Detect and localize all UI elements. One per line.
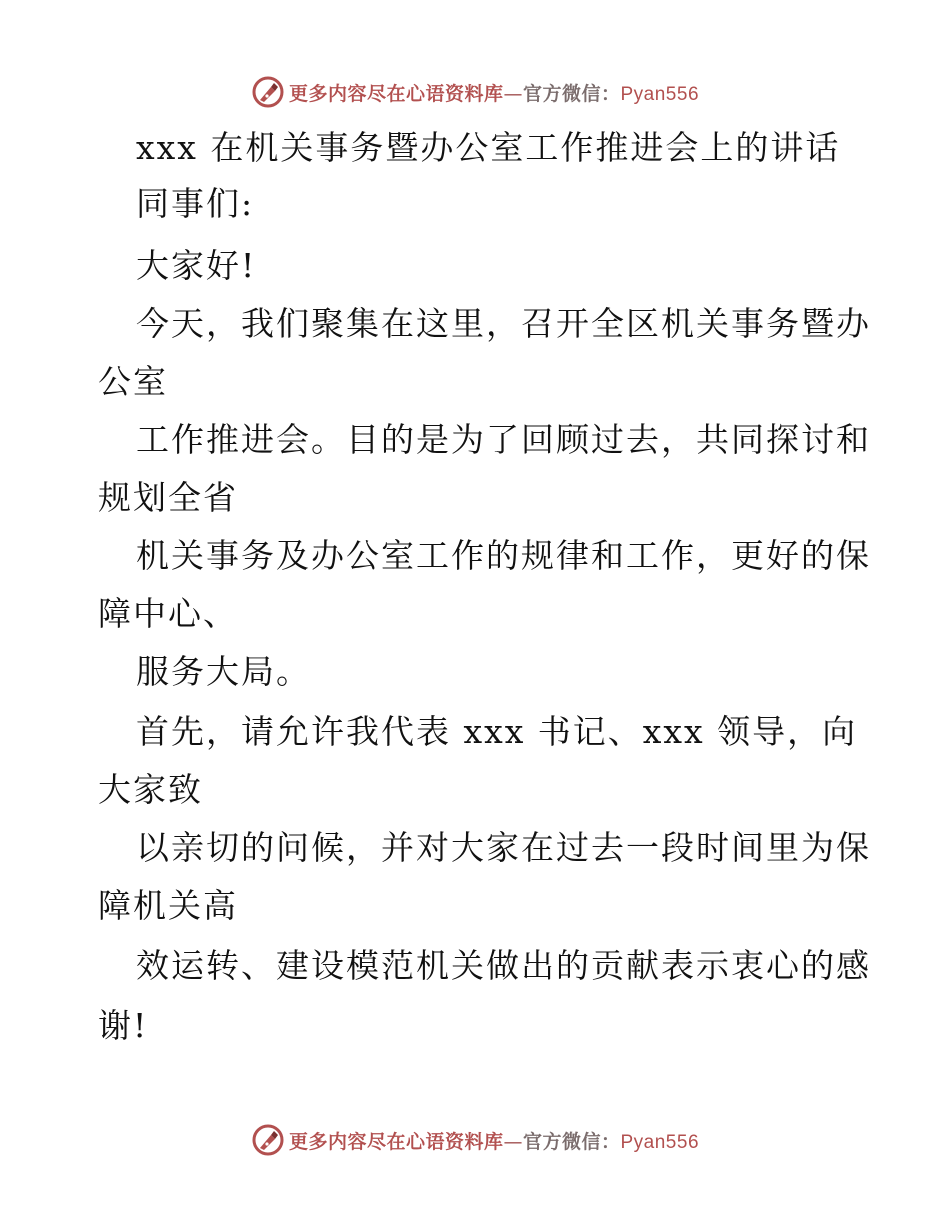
banner-wechat-id: Pyan556	[620, 1131, 700, 1153]
header-banner	[0, 72, 950, 112]
paragraph-line: 工作推进会。目的是为了回顾过去，共同探讨和	[136, 420, 871, 459]
paragraph-line: 规划全省	[98, 478, 238, 517]
pen-nib-logo-icon	[251, 75, 285, 109]
paragraph-line: 机关事务及办公室工作的规律和工作，更好的保	[136, 536, 871, 575]
banner-slogan: 更多内容尽在心语资料库	[288, 82, 504, 105]
greeting: 大家好!	[136, 246, 257, 285]
paragraph-line: 以亲切的问候，并对大家在过去一段时间里为保	[136, 828, 871, 867]
banner-slogan: 更多内容尽在心语资料库	[288, 1130, 504, 1153]
banner-wechat-id: Pyan556	[620, 83, 700, 105]
paragraph-line: 效运转、建设模范机关做出的贡献表示衷心的感	[136, 946, 871, 985]
banner-wechat-label: 官方微信：	[522, 82, 621, 105]
salutation: 同事们:	[136, 184, 255, 223]
banner-text	[289, 79, 699, 106]
paragraph-line: 今天，我们聚集在这里，召开全区机关事务暨办	[136, 304, 871, 343]
paragraph-line: 障机关高	[98, 886, 238, 925]
paragraph-line: 大家致	[98, 770, 203, 809]
document-title: xxx 在机关事务暨办公室工作推进会上的讲话	[136, 128, 841, 167]
banner-separator: —	[503, 1130, 523, 1153]
banner-wechat-label: 官方微信：	[522, 1130, 621, 1153]
paragraph-line: 服务大局。	[136, 652, 311, 691]
banner-separator: —	[503, 82, 523, 105]
banner-text	[289, 1127, 699, 1154]
footer-banner	[0, 1120, 950, 1160]
paragraph-line: 首先，请允许我代表 xxx 书记、xxx 领导，向	[136, 712, 858, 751]
paragraph-line: 谢!	[98, 1006, 149, 1045]
paragraph-line: 障中心、	[98, 594, 238, 633]
pen-nib-logo-icon	[251, 1123, 285, 1157]
paragraph-line: 公室	[98, 362, 168, 401]
